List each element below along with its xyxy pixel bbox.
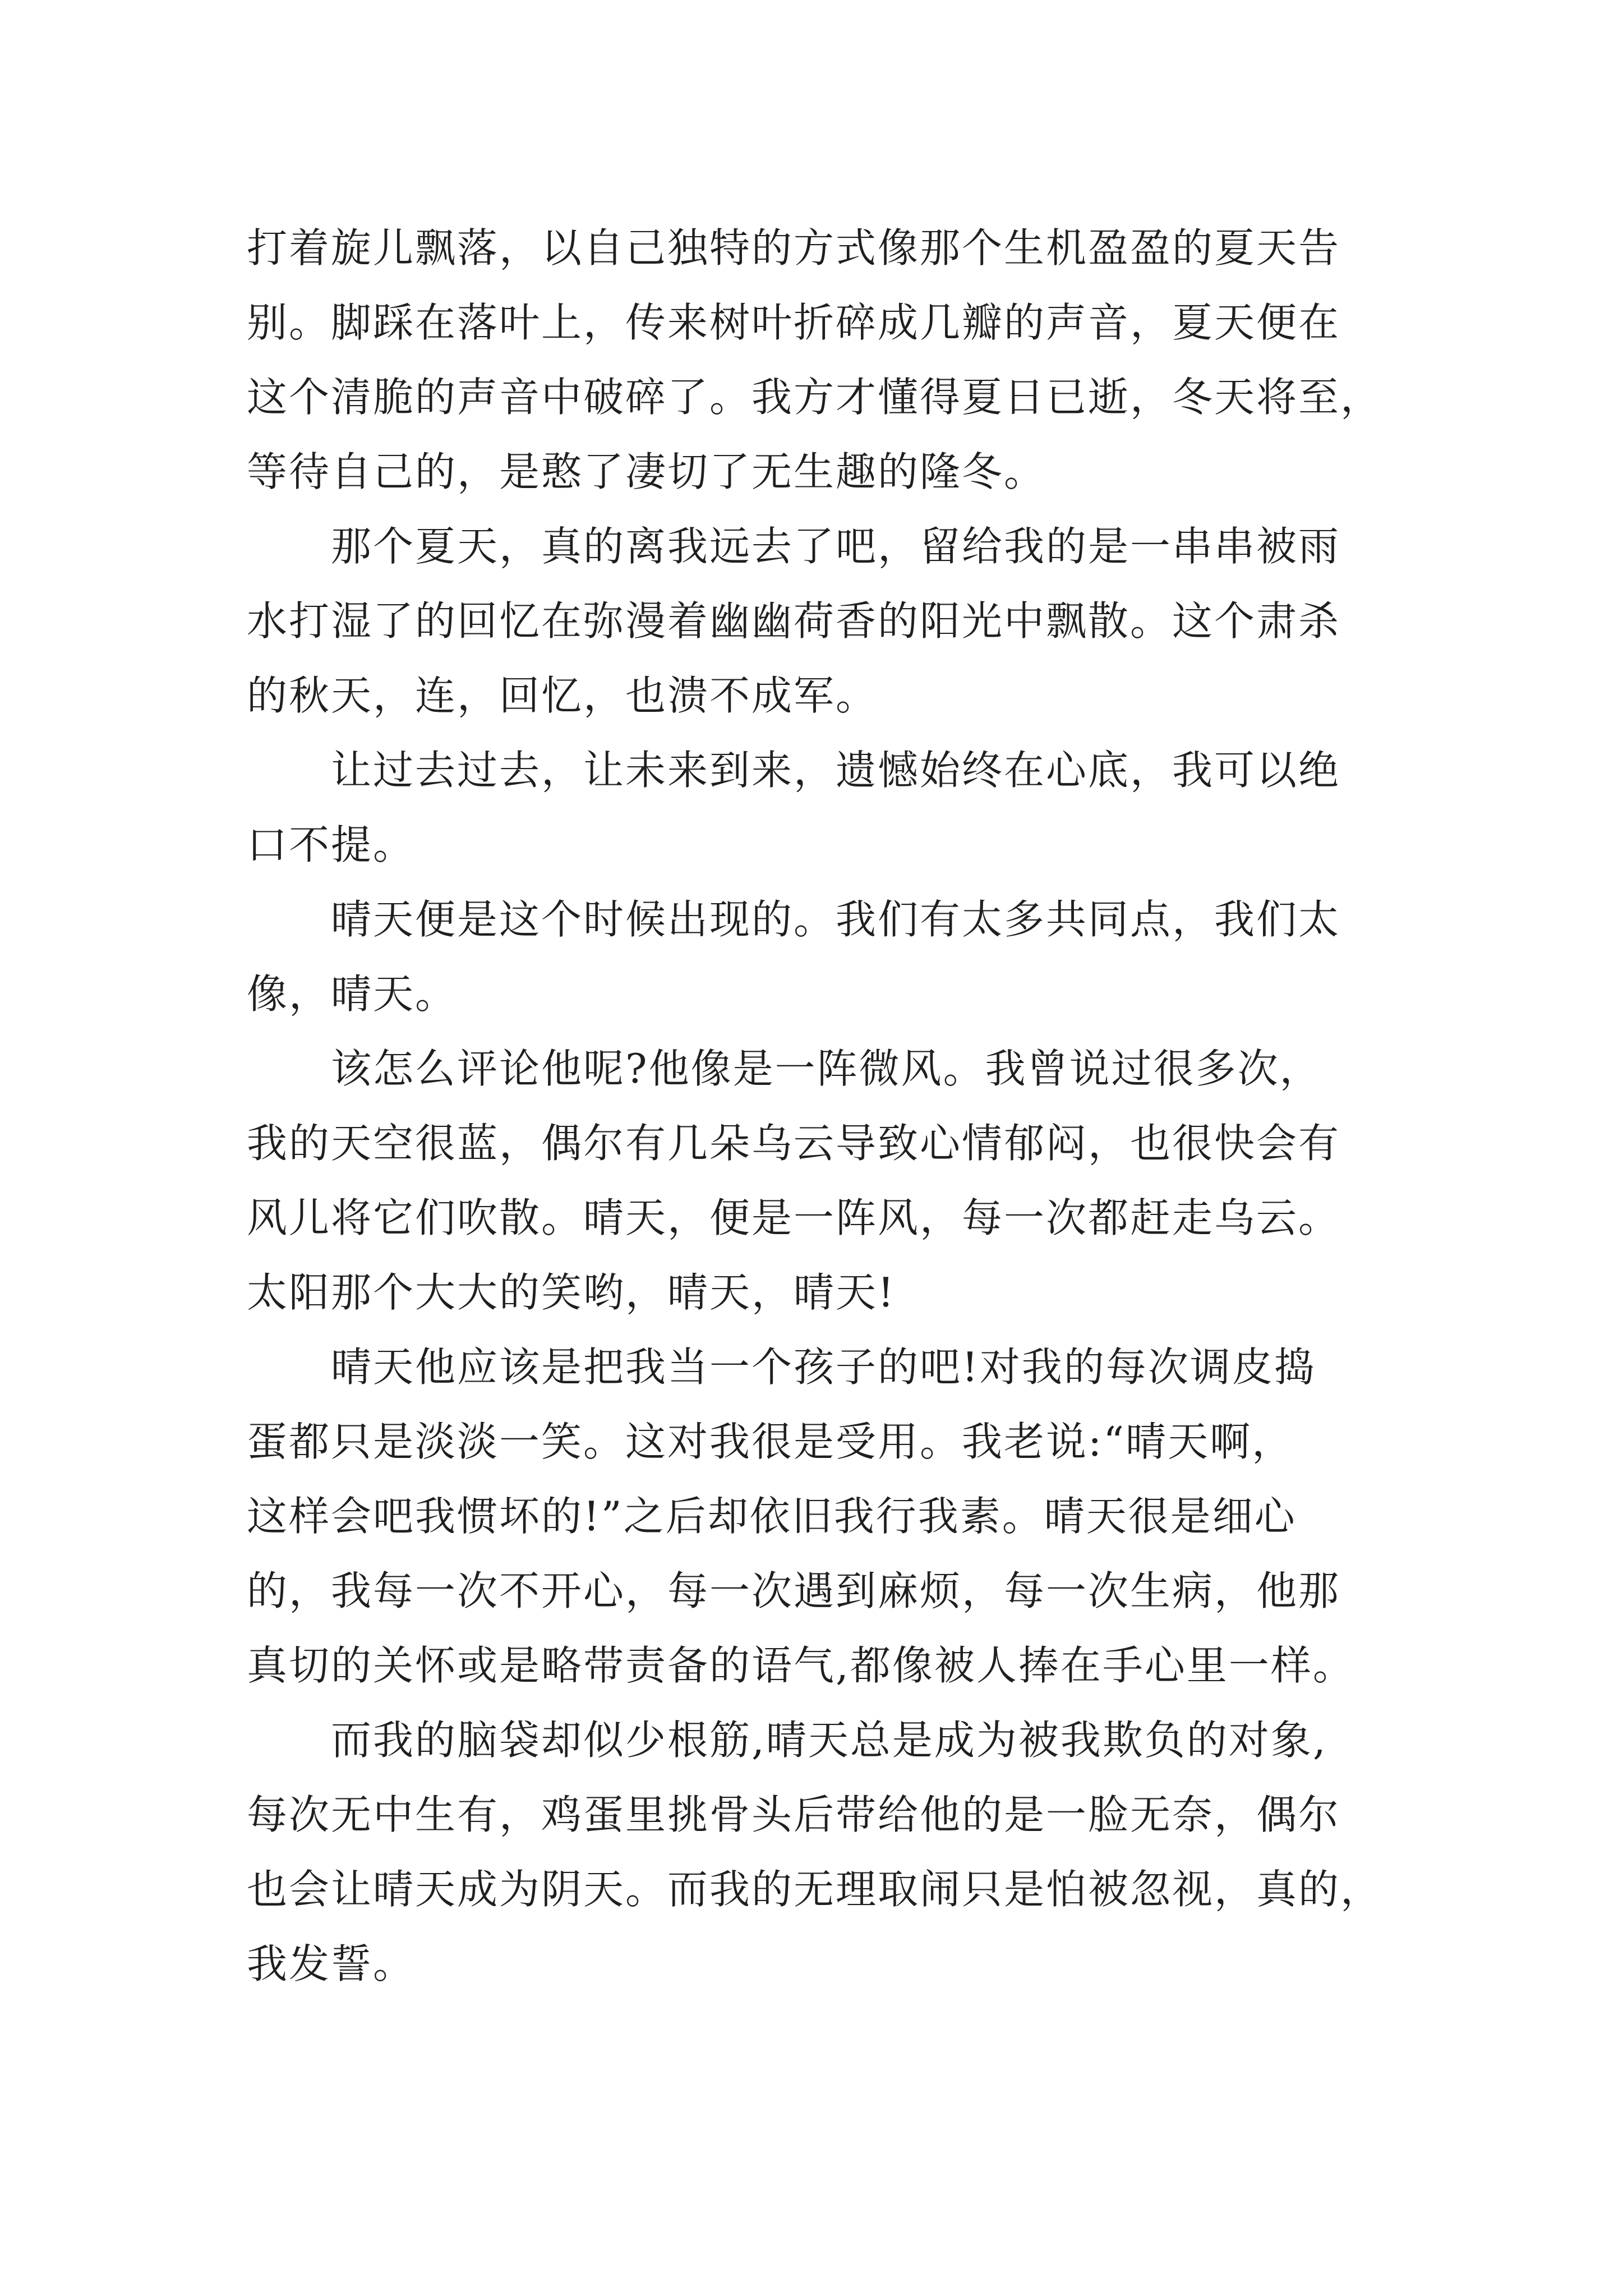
paragraph-4 [247,882,1391,1032]
paragraph-1 [247,211,1391,509]
text-line: 别。脚踩在落叶上，传来树叶折碎成几瓣的声音，夏天便在 [247,299,1341,346]
body-text [247,211,1391,2001]
text-line: 像，晴天。 [247,970,458,1018]
paragraph-3 [247,733,1391,882]
text-line: 该怎么评论他呢?他像是一阵微风。我曾说过很多次， [331,1045,1322,1092]
text-line: 蛋都只是淡淡一笑。这对我很是受用。我老说:“晴天啊， [247,1418,1294,1465]
text-line: 而我的脑袋却似少根筋,晴天总是成为被我欺负的对象, [331,1717,1327,1764]
text-line: 口不提。 [247,821,416,868]
text-line: 这个清脆的声音中破碎了。我方才懂得夏日已逝，冬天将至， [247,374,1383,421]
text-line: 晴天他应该是把我当一个孩子的吧!对我的每次调皮捣 [331,1343,1316,1391]
text-line: 风儿将它们吹散。晴天，便是一阵风，每一次都赶走乌云。 [247,1194,1341,1241]
text-line: 等待自己的，是憨了凄切了无生趣的隆冬。 [247,448,1046,495]
paragraph-5 [247,1032,1391,1330]
text-line: 水打湿了的回忆在弥漫着幽幽荷香的阳光中飘散。这个肃杀 [247,597,1341,645]
text-line: 让过去过去，让未来到来，遗憾始终在心底，我可以绝 [331,747,1341,794]
paragraph-7 [247,1703,1391,2001]
text-line: 也会让晴天成为阴天。而我的无理取闹只是怕被忽视，真的， [247,1866,1383,1913]
text-line: 太阳那个大大的笑哟，晴天，晴天! [247,1269,896,1316]
text-line: 的秋天，连，回忆，也溃不成军。 [247,672,878,719]
text-line: 每次无中生有，鸡蛋里挑骨头后带给他的是一脸无奈，偶尔 [247,1791,1341,1838]
text-line: 真切的关怀或是略带责备的语气,都像被人捧在手心里一样。 [247,1642,1355,1689]
text-line: 我发誓。 [247,1940,416,1987]
text-line: 这样会吧我惯坏的!”之后却依旧我行我素。晴天很是细心 [247,1493,1297,1540]
text-line: 打着旋儿飘落，以自己独特的方式像那个生机盈盈的夏天告 [247,224,1341,272]
paragraph-6 [247,1330,1391,1703]
paragraph-2 [247,509,1391,733]
text-line: 那个夏天，真的离我远去了吧，留给我的是一串串被雨 [331,523,1341,570]
text-line: 晴天便是这个时候出现的。我们有太多共同点，我们太 [331,896,1341,943]
text-line: 我的天空很蓝，偶尔有几朵乌云导致心情郁闷，也很快会有 [247,1120,1341,1167]
text-line: 的，我每一次不开心，每一次遇到麻烦，每一次生病，他那 [247,1567,1341,1614]
